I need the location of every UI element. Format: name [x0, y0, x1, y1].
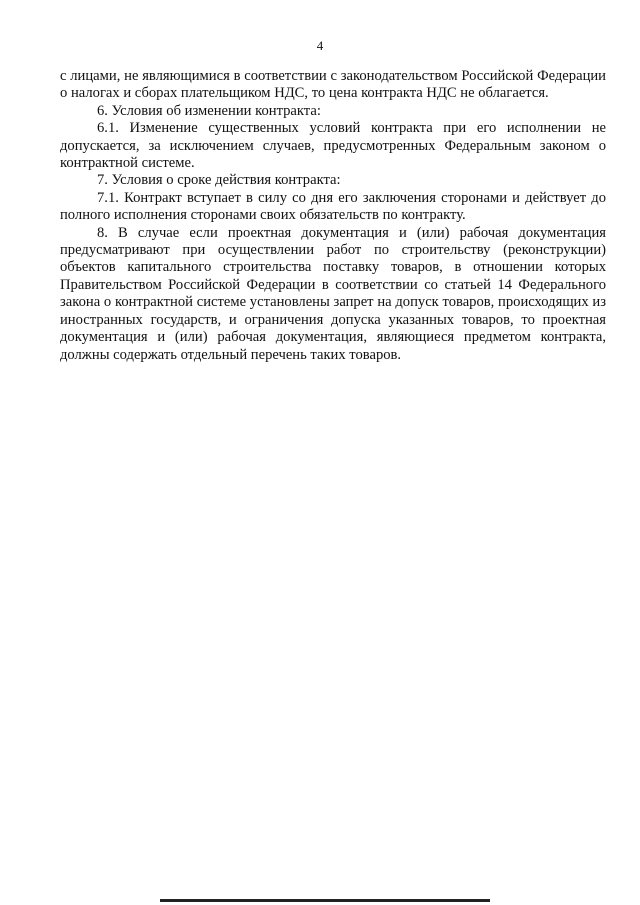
section-6-heading: 6. Условия об изменении контракта:: [97, 102, 321, 119]
scan-edge-mark: [160, 899, 490, 902]
clause-6-1: 6.1. Изменение существенных условий контракта при его исполнении не допускается, за исключением случаев, предусмотренных Федеральным законом о контрактной системе.: [60, 120, 606, 172]
document-body: [60, 68, 606, 364]
section-7-heading: 7. Условия о сроке действия контракта:: [97, 172, 341, 189]
paragraph-continuation: с лицами, не являющимися в соответствии с законодательством Российской Федерации о налогах и сборах плательщиком НДС, то цена контракта НДС не облагается.: [60, 68, 606, 102]
clause-8: 8. В случае если проектная документация и (или) рабочая документация предусматривают при осуществлении работ по строительству (реконструкции) объектов капитального строительства поставку товаров, в отношении которых Правительством Российской Федерации в соответствии со статьей 14 Федерального закона о контрактной системе установлены запрет на допуск товаров, происходящих из иностранных государств, и ограничения допуска указанных товаров, то проектная документация и (или) рабочая документация, являющиеся предметом контракта, должны содержать отдельный перечень таких товаров.: [60, 224, 606, 363]
clause-7-1: 7.1. Контракт вступает в силу со дня его заключения сторонами и действует до полного исполнения сторонами своих обязательств по контракту.: [60, 189, 606, 224]
page-number: 4: [316, 38, 324, 53]
